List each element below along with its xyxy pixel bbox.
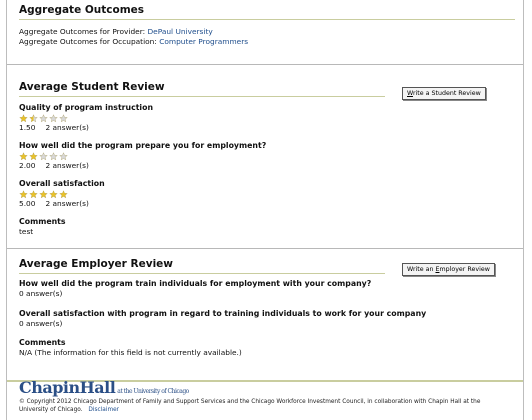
- rating-star-icon: [39, 114, 48, 123]
- rating-star-icon: [59, 152, 68, 161]
- rating-star-icon: [29, 152, 38, 161]
- write-student-review-accesskey: W: [407, 90, 413, 97]
- write-employer-review-button[interactable]: [402, 263, 495, 276]
- rating-star-icon: [19, 114, 28, 123]
- question-title: How well did the program train individuals for employment with your company?: [19, 279, 372, 288]
- aggregate-outcomes-heading: Aggregate Outcomes: [19, 4, 515, 20]
- question-title: Overall satisfaction: [19, 179, 105, 188]
- provider-label: Aggregate Outcomes for Provider:: [19, 27, 146, 36]
- employer-comments-heading: Comments: [19, 338, 66, 347]
- rating-star-icon: [29, 190, 38, 199]
- answer-count: 0 answer(s): [19, 319, 63, 328]
- copyright-text: © Copyright 2012 Chicago Department of Family and Support Services and the Chicago Workforce Investment Council, in collaboration with Chapin Hall at the University of Chicago.: [19, 399, 481, 413]
- chapin-hall-logo: [19, 378, 189, 397]
- write-student-review-button[interactable]: [402, 87, 486, 100]
- occupation-link[interactable]: Computer Programmers: [159, 37, 249, 46]
- rating-stars: [19, 151, 68, 161]
- write-employer-review-label-pre: Write an: [407, 266, 436, 273]
- footer-copyright: [19, 398, 511, 414]
- rating-star-icon: [49, 190, 58, 199]
- rating-star-icon: [39, 190, 48, 199]
- rating-star-icon: [19, 152, 28, 161]
- rating-star-icon: [59, 190, 68, 199]
- rating-stars: [19, 189, 68, 199]
- write-employer-review-accesskey: E: [435, 266, 440, 273]
- provider-link[interactable]: DePaul University: [147, 27, 213, 36]
- rating-star-icon: [19, 190, 28, 199]
- write-employer-review-label-post: mployer Review: [439, 266, 490, 273]
- write-student-review-label: rite a Student Review: [412, 90, 481, 97]
- section-separator: [7, 64, 523, 65]
- question-title: Overall satisfaction with program in regard to training individuals to work for your company: [19, 309, 427, 318]
- logo-main-text: ChapinHall: [19, 378, 116, 397]
- occupation-label: Aggregate Outcomes for Occupation:: [19, 37, 157, 46]
- rating-value: 5.00: [19, 199, 36, 208]
- rating-star-icon: [49, 152, 58, 161]
- rating-star-icon: [49, 114, 58, 123]
- logo-sub-text: at the University of Chicago: [117, 388, 189, 395]
- rating-star-icon: [39, 152, 48, 161]
- rating-summary: [19, 161, 89, 170]
- disclaimer-link[interactable]: Disclaimer: [88, 407, 120, 413]
- student-review-heading: Average Student Review: [19, 81, 385, 97]
- rating-summary: [19, 123, 89, 132]
- student-comments-heading: Comments: [19, 217, 66, 226]
- question-title: How well did the program prepare you for employment?: [19, 141, 267, 150]
- rating-stars: [19, 113, 68, 123]
- rating-summary: [19, 199, 89, 208]
- answer-count: 2 answer(s): [45, 123, 89, 132]
- rating-value: 1.50: [19, 123, 36, 132]
- page-frame: [6, 0, 524, 420]
- student-comments-text: test: [19, 227, 34, 236]
- question-title: Quality of program instruction: [19, 103, 153, 112]
- answer-count: 0 answer(s): [19, 289, 63, 298]
- rating-value: 2.00: [19, 161, 36, 170]
- employer-comments-text: N/A (The information for this field is not currently available.): [19, 348, 242, 357]
- answer-count: 2 answer(s): [45, 161, 89, 170]
- employer-review-heading: Average Employer Review: [19, 258, 385, 274]
- rating-star-icon: [59, 114, 68, 123]
- rating-star-icon: [29, 114, 38, 123]
- occupation-line: [19, 36, 248, 47]
- answer-count: 2 answer(s): [45, 199, 89, 208]
- section-separator: [7, 248, 523, 249]
